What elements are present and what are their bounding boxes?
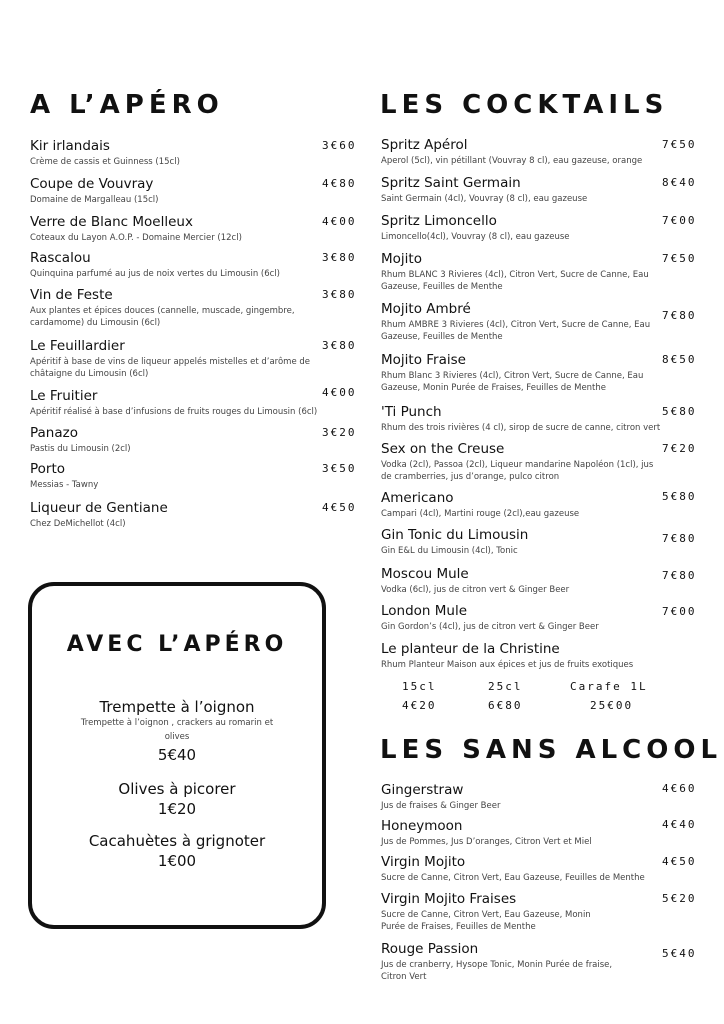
item-price: 1€20 xyxy=(157,800,197,818)
item-name: Rascalou xyxy=(30,250,91,266)
cocktail-item-americano xyxy=(381,490,651,520)
apero-item-gentiane xyxy=(30,500,320,530)
item-name: Virgin Mojito xyxy=(381,854,466,870)
item-desc: Chez DeMichellot (4cl) xyxy=(30,519,126,529)
avec-apero-box xyxy=(28,582,326,929)
item-desc: Gin Gordon’s (4cl), jus de citron vert & Ginger Beer xyxy=(381,622,599,632)
planteur-size-15cl: 15cl xyxy=(402,680,437,693)
avec-item-cacahuetes xyxy=(32,832,322,870)
item-name: Mojito Fraise xyxy=(381,352,466,368)
item-desc: Quinquina parfumé au jus de noix vertes du Limousin (6cl) xyxy=(30,269,280,279)
apero-item-feuillardier xyxy=(30,338,312,380)
cocktail-item-ti-punch xyxy=(381,404,681,434)
item-price: 7€50 xyxy=(662,252,697,265)
item-price: 7€50 xyxy=(662,138,697,151)
item-name: Cacahuètes à grignoter xyxy=(88,832,266,850)
item-name: Spritz Limoncello xyxy=(381,213,497,229)
item-desc: Jus de cranberry, Hysope Tonic, Monin Purée de fraise, Citron Vert xyxy=(381,960,613,982)
sans-item-rouge-passion xyxy=(381,941,616,983)
cocktail-item-planteur xyxy=(381,641,681,671)
item-price: 3€80 xyxy=(322,251,357,264)
item-name: Liqueur de Gentiane xyxy=(30,500,168,516)
item-desc: Gin E&L du Limousin (4cl), Tonic xyxy=(381,546,518,556)
item-name: Le Feuillardier xyxy=(30,338,125,354)
item-price: 4€50 xyxy=(322,501,357,514)
item-price: 3€20 xyxy=(322,426,357,439)
apero-item-fruitier xyxy=(30,388,330,418)
apero-item-blanc-moelleux xyxy=(30,214,320,244)
cocktail-item-mojito-fraise xyxy=(381,352,651,394)
item-desc: Rhum Blanc 3 Rivieres (4cl), Citron Vert, Sucre de Canne, Eau Gazeuse, Monin Purée de Fraises, Feuilles de Menthe xyxy=(381,371,644,393)
item-price: 3€80 xyxy=(322,339,357,352)
apero-item-vin-de-feste xyxy=(30,287,312,329)
sans-item-honeymoon xyxy=(381,818,651,848)
planteur-price-carafe: 25€00 xyxy=(590,699,634,712)
item-desc: Crème de cassis et Guinness (15cl) xyxy=(30,157,180,167)
planteur-size-carafe: Carafe 1L xyxy=(570,680,648,693)
cocktail-item-london-mule xyxy=(381,603,651,633)
avec-item-olives xyxy=(32,780,322,818)
item-name: Vin de Feste xyxy=(30,287,113,303)
item-name: Spritz Apérol xyxy=(381,137,468,153)
item-name: Moscou Mule xyxy=(381,566,469,582)
item-name: Panazo xyxy=(30,425,78,441)
item-desc: Aperol (5cl), vin pétillant (Vouvray 8 cl), eau gazeuse, orange xyxy=(381,156,643,166)
cocktail-item-spritz-limoncello xyxy=(381,213,651,243)
item-price: 3€80 xyxy=(322,288,357,301)
item-desc: Campari (4cl), Martini rouge (2cl),eau gazeuse xyxy=(381,509,580,519)
item-price: 7€20 xyxy=(662,442,697,455)
cocktail-item-gin-tonic xyxy=(381,527,651,557)
item-desc: Rhum des trois rivières (4 cl), sirop de sucre de canne, citron vert xyxy=(381,423,661,433)
item-desc: Jus de fraises & Ginger Beer xyxy=(381,801,501,811)
item-price: 7€80 xyxy=(662,309,697,322)
item-desc: Sucre de Canne, Citron Vert, Eau Gazeuse, Monin Purée de Fraises, Feuilles de Menthe xyxy=(381,910,591,932)
item-desc: Rhum Planteur Maison aux épices et jus de fruits exotiques xyxy=(381,660,634,670)
apero-item-panazo xyxy=(30,425,320,455)
item-name: Mojito xyxy=(381,251,422,267)
item-name: Trempette à l’oignon xyxy=(99,698,255,716)
apero-title: A L’APÉRO xyxy=(30,90,224,120)
item-desc: Limoncello(4cl), Vouvray (8 cl), eau gazeuse xyxy=(381,232,570,242)
item-price: 1€00 xyxy=(157,852,197,870)
item-desc: Sucre de Canne, Citron Vert, Eau Gazeuse, Feuilles de Menthe xyxy=(381,873,645,883)
item-price: 8€40 xyxy=(662,176,697,189)
item-name: Spritz Saint Germain xyxy=(381,175,521,191)
item-name: Honeymoon xyxy=(381,818,463,834)
cocktail-item-moscou-mule xyxy=(381,566,651,596)
item-desc: Aux plantes et épices douces (cannelle, muscade, gingembre, cardamome) du Limousin (6cl) xyxy=(30,306,295,328)
avec-apero-title: AVEC L’APÉRO xyxy=(66,632,288,657)
item-name: Kir irlandais xyxy=(30,138,110,154)
item-price: 5€80 xyxy=(662,490,697,503)
item-price: 4€40 xyxy=(662,818,697,831)
item-name: Americano xyxy=(381,490,454,506)
item-price: 5€20 xyxy=(662,892,697,905)
sans-item-virgin-mojito xyxy=(381,854,656,884)
item-name: Virgin Mojito Fraises xyxy=(381,891,517,907)
item-desc: Vodka (2cl), Passoa (2cl), Liqueur mandarine Napoléon (1cl), jus de cramberries, jus d’orange, pulco citron xyxy=(381,460,654,482)
item-price: 5€40 xyxy=(662,947,697,960)
item-desc: Apéritif réalisé à base d’infusions de fruits rouges du Limousin (6cl) xyxy=(30,407,318,417)
item-price: 4€50 xyxy=(662,855,697,868)
apero-item-kir xyxy=(30,138,320,168)
item-desc: Jus de Pommes, Jus D’oranges, Citron Vert et Miel xyxy=(381,837,592,847)
item-name: Olives à picorer xyxy=(118,780,236,798)
item-name: London Mule xyxy=(381,603,468,619)
item-name: Le Fruitier xyxy=(30,388,98,404)
cocktail-item-mojito xyxy=(381,251,651,293)
item-price: 4€80 xyxy=(322,177,357,190)
item-desc: Rhum BLANC 3 Rivieres (4cl), Citron Vert, Sucre de Canne, Eau Gazeuse, Feuilles de Menthe xyxy=(381,270,649,292)
item-name: Coupe de Vouvray xyxy=(30,176,154,192)
item-price: 7€00 xyxy=(662,605,697,618)
item-desc: Rhum AMBRE 3 Rivieres (4cl), Citron Vert, Sucre de Canne, Eau Gazeuse, Feuilles de Menthe xyxy=(381,320,651,342)
sans-item-virgin-mojito-fraises xyxy=(381,891,616,933)
item-desc: Domaine de Margalleau (15cl) xyxy=(30,195,159,205)
item-desc: Pastis du Limousin (2cl) xyxy=(30,444,131,454)
item-name: Mojito Ambré xyxy=(381,301,471,317)
item-price: 3€60 xyxy=(322,139,357,152)
cocktail-item-sex-on-the-creuse xyxy=(381,441,656,483)
item-desc: Trempette à l’oignon , crackers au romarin et olives xyxy=(80,718,274,742)
item-desc: Saint Germain (4cl), Vouvray (8 cl), eau gazeuse xyxy=(381,194,588,204)
apero-item-vouvray xyxy=(30,176,320,206)
item-name: Porto xyxy=(30,461,66,477)
item-price: 7€80 xyxy=(662,569,697,582)
apero-item-porto xyxy=(30,461,320,491)
item-desc: Messias - Tawny xyxy=(30,480,99,490)
cocktail-item-mojito-ambre xyxy=(381,301,651,343)
sans-alcool-title: LES SANS ALCOOL xyxy=(380,735,723,765)
item-price: 5€80 xyxy=(662,405,697,418)
apero-item-rascalou xyxy=(30,250,320,280)
item-price: 4€60 xyxy=(662,782,697,795)
planteur-price-15cl: 4€20 xyxy=(402,699,437,712)
item-price: 4€00 xyxy=(322,386,357,399)
item-desc: Coteaux du Layon A.O.P. - Domaine Mercier (12cl) xyxy=(30,233,242,243)
item-price: 5€40 xyxy=(157,746,197,764)
cocktails-title: LES COCKTAILS xyxy=(380,90,669,120)
item-price: 7€80 xyxy=(662,532,697,545)
item-price: 7€00 xyxy=(662,214,697,227)
item-desc: Vodka (6cl), jus de citron vert & Ginger Beer xyxy=(381,585,570,595)
item-price: 3€50 xyxy=(322,462,357,475)
item-name: 'Ti Punch xyxy=(381,404,442,420)
item-name: Rouge Passion xyxy=(381,941,479,957)
cocktail-item-spritz-aperol xyxy=(381,137,671,167)
item-name: Gingerstraw xyxy=(381,782,464,798)
avec-item-trempette xyxy=(32,698,322,764)
item-name: Verre de Blanc Moelleux xyxy=(30,214,193,230)
cocktail-item-spritz-saint-germain xyxy=(381,175,651,205)
item-name: Sex on the Creuse xyxy=(381,441,505,457)
item-name: Gin Tonic du Limousin xyxy=(381,527,529,543)
planteur-size-25cl: 25cl xyxy=(488,680,523,693)
sans-item-gingerstraw xyxy=(381,782,651,812)
item-desc: Apéritif à base de vins de liqueur appelés mistelles et d’arôme de châtaigne du Limousin (6cl) xyxy=(30,357,311,379)
planteur-price-25cl: 6€80 xyxy=(488,699,523,712)
item-name: Le planteur de la Christine xyxy=(381,641,560,657)
item-price: 4€00 xyxy=(322,215,357,228)
item-price: 8€50 xyxy=(662,353,697,366)
